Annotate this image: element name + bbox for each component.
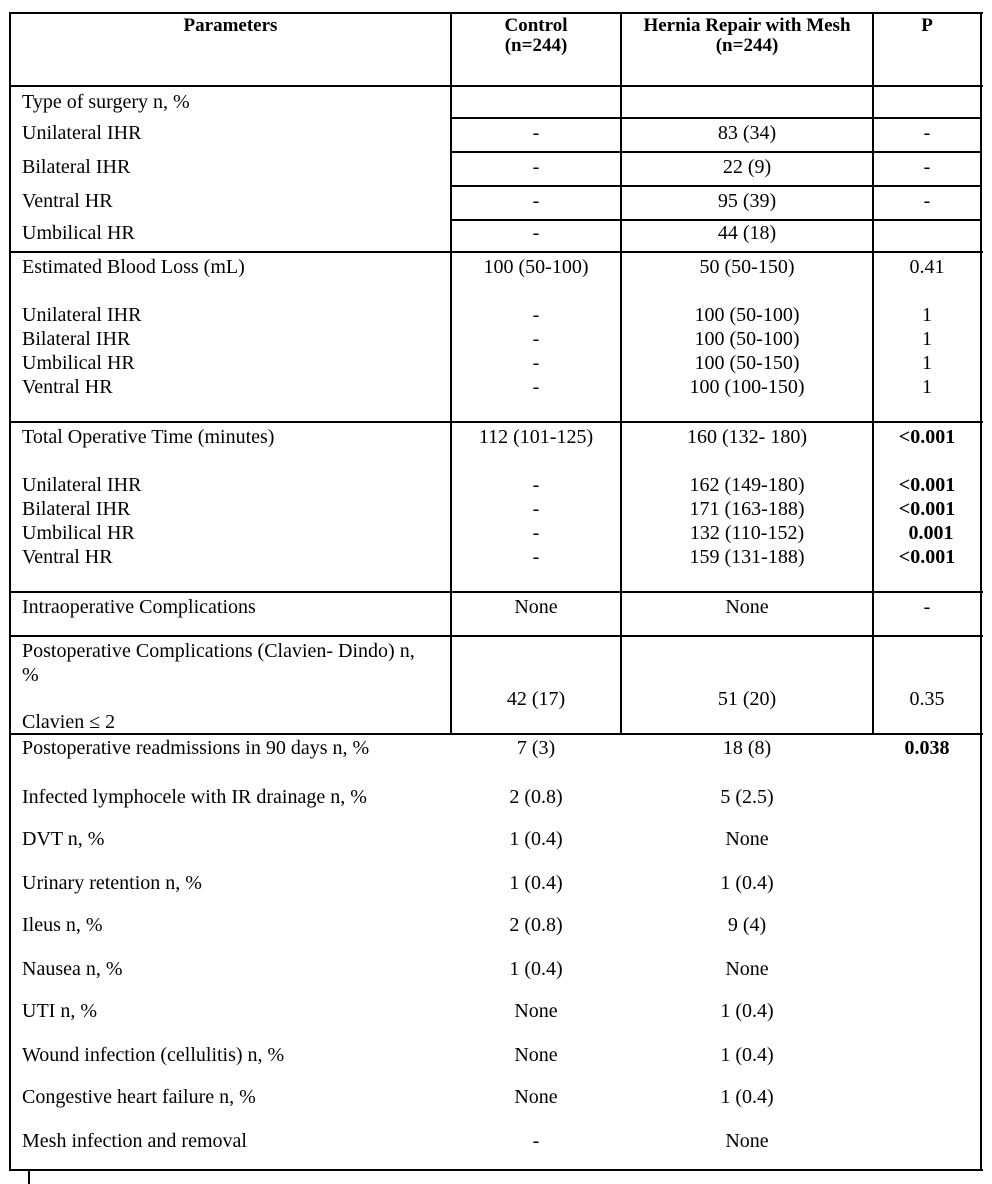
sub-row-border <box>450 185 982 187</box>
row-label: DVT n, % <box>22 828 105 850</box>
cell-p: <0.001 <box>898 474 956 496</box>
cell-mesh: 95 (39) <box>717 190 777 212</box>
header-mesh: Hernia Repair with Mesh <box>643 15 851 36</box>
cell-control: - <box>532 304 540 326</box>
cell-mesh: 22 (9) <box>722 156 772 178</box>
cell-control: - <box>532 222 540 244</box>
row-label: Infected lymphocele with IR drainage n, % <box>22 786 367 808</box>
readmissions-mesh: 18 (8) <box>722 737 772 759</box>
row-label: Ventral HR <box>22 546 113 568</box>
cell-control: - <box>532 156 540 178</box>
cell-control: None <box>514 1086 558 1108</box>
cell-mesh: 162 (149-180) <box>689 474 805 496</box>
intraoperative-p: - <box>923 596 931 618</box>
row-label: Umbilical HR <box>22 522 135 544</box>
cell-p: 1 <box>922 352 932 374</box>
cell-control: 2 (0.8) <box>509 914 563 936</box>
cell-mesh: 5 (2.5) <box>720 786 774 808</box>
row-label: Urinary retention n, % <box>22 872 202 894</box>
stray-tick <box>28 1171 30 1184</box>
blood-loss-p: 0.41 <box>909 256 945 278</box>
row-label: UTI n, % <box>22 1000 97 1022</box>
cell-mesh: 44 (18) <box>717 222 777 244</box>
cell-p: 1 <box>922 304 932 326</box>
row-border <box>9 591 983 593</box>
row-border <box>9 421 983 423</box>
row-label: Ventral HR <box>22 376 113 398</box>
row-label: Bilateral IHR <box>22 498 131 520</box>
row-label: Umbilical HR <box>22 352 135 374</box>
intraoperative-control: None <box>514 596 558 618</box>
cell-control: - <box>532 352 540 374</box>
cell-control: 1 (0.4) <box>509 872 563 894</box>
cell-mesh: 171 (163-188) <box>689 498 805 520</box>
intraoperative-label: Intraoperative Complications <box>22 596 256 618</box>
cell-control: - <box>532 498 540 520</box>
sub-row-border <box>450 151 982 153</box>
readmissions-p: 0.038 <box>904 737 950 759</box>
cell-p: - <box>923 190 931 212</box>
cell-mesh: 1 (0.4) <box>720 1086 774 1108</box>
table-border-bottom <box>9 1169 983 1171</box>
cell-control: - <box>532 328 540 350</box>
row-border <box>9 733 983 735</box>
postoperative-label-cont: % <box>22 664 39 686</box>
clavien-sub-label: Clavien ≤ 2 <box>22 711 116 733</box>
cell-mesh: 1 (0.4) <box>720 1044 774 1066</box>
operative-time-mesh: 160 (132- 180) <box>687 426 807 448</box>
row-label: Ventral HR <box>22 190 113 212</box>
cell-mesh: 132 (110-152) <box>689 522 805 544</box>
cell-control: - <box>532 1130 540 1152</box>
cell-mesh: None <box>725 1130 769 1152</box>
readmissions-label: Postoperative readmissions in 90 days n, % <box>22 737 370 759</box>
cell-mesh: 159 (131-188) <box>689 546 805 568</box>
header-mesh-n: (n=244) <box>715 35 779 56</box>
row-label: Ileus n, % <box>22 914 103 936</box>
blood-loss-control: 100 (50-100) <box>483 256 589 278</box>
cell-mesh: 100 (50-150) <box>694 352 800 374</box>
sub-row-border <box>450 117 982 119</box>
postoperative-mesh: 51 (20) <box>717 688 777 710</box>
row-border <box>9 251 983 253</box>
row-label: Mesh infection and removal <box>22 1130 247 1152</box>
row-label: Unilateral IHR <box>22 122 142 144</box>
type-of-surgery-label: Type of surgery n, % <box>22 91 190 113</box>
table-border-top <box>9 12 983 14</box>
cell-control: - <box>532 190 540 212</box>
cell-control: - <box>532 122 540 144</box>
cell-mesh: 100 (100-150) <box>689 376 805 398</box>
header-control-n: (n=244) <box>504 35 568 56</box>
readmissions-control: 7 (3) <box>516 737 556 759</box>
header-p: P <box>921 15 933 36</box>
row-label: Bilateral IHR <box>22 328 131 350</box>
cell-mesh: None <box>725 828 769 850</box>
row-border <box>9 635 983 637</box>
header-control: Control <box>504 15 568 36</box>
operative-time-control: 112 (101-125) <box>478 426 594 448</box>
intraoperative-mesh: None <box>725 596 769 618</box>
postoperative-label: Postoperative Complications (Clavien- Dindo) n, <box>22 640 415 662</box>
cell-control: - <box>532 522 540 544</box>
cell-p: 0.001 <box>908 522 954 544</box>
cell-p: <0.001 <box>898 546 956 568</box>
row-label: Unilateral IHR <box>22 474 142 496</box>
cell-p: - <box>923 122 931 144</box>
cell-control: 1 (0.4) <box>509 828 563 850</box>
cell-control: 2 (0.8) <box>509 786 563 808</box>
row-label: Wound infection (cellulitis) n, % <box>22 1044 285 1066</box>
cell-control: - <box>532 546 540 568</box>
cell-control: None <box>514 1044 558 1066</box>
cell-p: - <box>923 156 931 178</box>
cell-mesh: 1 (0.4) <box>720 1000 774 1022</box>
row-label: Umbilical HR <box>22 222 135 244</box>
operative-time-label: Total Operative Time (minutes) <box>22 426 275 448</box>
cell-mesh: 83 (34) <box>717 122 777 144</box>
row-label: Bilateral IHR <box>22 156 131 178</box>
cell-control: 1 (0.4) <box>509 958 563 980</box>
row-border <box>9 85 983 87</box>
row-label: Nausea n, % <box>22 958 123 980</box>
cell-mesh: None <box>725 958 769 980</box>
cell-mesh: 9 (4) <box>727 914 767 936</box>
cell-p: 1 <box>922 328 932 350</box>
cell-control: None <box>514 1000 558 1022</box>
cell-mesh: 100 (50-100) <box>694 328 800 350</box>
row-label: Congestive heart failure n, % <box>22 1086 256 1108</box>
postoperative-control: 42 (17) <box>506 688 566 710</box>
postoperative-p: 0.35 <box>909 688 945 710</box>
cell-p: <0.001 <box>898 498 956 520</box>
cell-control: - <box>532 376 540 398</box>
blood-loss-mesh: 50 (50-150) <box>699 256 795 278</box>
cell-mesh: 1 (0.4) <box>720 872 774 894</box>
cell-mesh: 100 (50-100) <box>694 304 800 326</box>
cell-p: 1 <box>922 376 932 398</box>
operative-time-p: <0.001 <box>898 426 956 448</box>
blood-loss-label: Estimated Blood Loss (mL) <box>22 256 245 278</box>
cell-control: - <box>532 474 540 496</box>
row-label: Unilateral IHR <box>22 304 142 326</box>
header-parameters: Parameters <box>183 15 278 36</box>
